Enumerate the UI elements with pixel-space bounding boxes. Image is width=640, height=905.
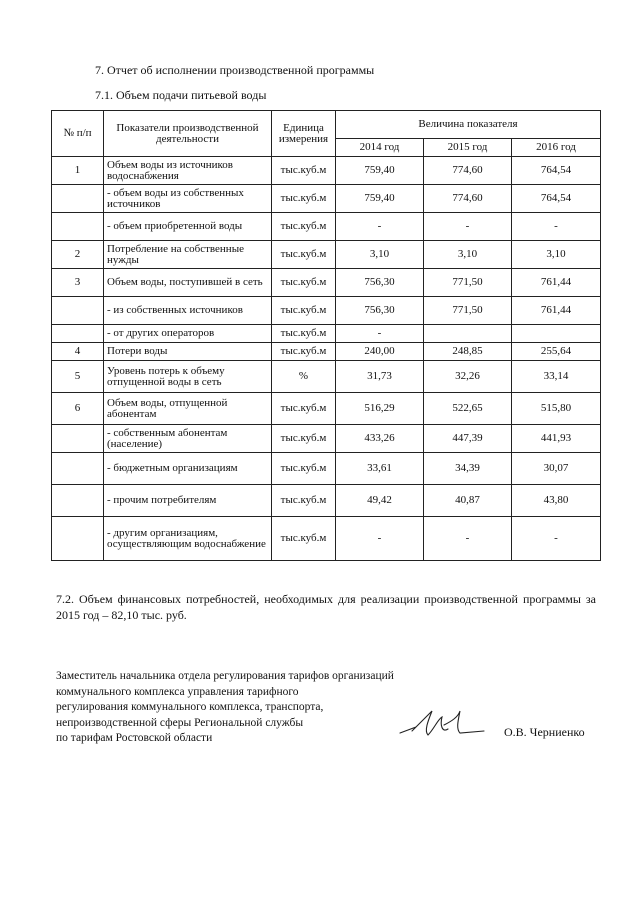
row-value-2016: 764,54 <box>512 157 601 185</box>
table-row <box>52 185 601 213</box>
subsection-heading: 7.1. Объем подачи питьевой воды <box>95 88 267 102</box>
row-unit: тыс.куб.м <box>272 393 336 425</box>
signatory-name: О.В. Черниенко <box>504 725 585 739</box>
row-value-2014: 3,10 <box>336 241 424 269</box>
row-value-2015: 522,65 <box>424 393 512 425</box>
water-supply-table <box>51 110 601 561</box>
row-value-2014: 516,29 <box>336 393 424 425</box>
row-value-2016: - <box>512 213 601 241</box>
position-line: непроизводственной сферы Региональной службы <box>56 716 304 729</box>
row-indicator: Потери воды <box>104 343 272 361</box>
row-value-2015: 3,10 <box>424 241 512 269</box>
row-value-2014: - <box>336 213 424 241</box>
row-unit: тыс.куб.м <box>272 269 336 297</box>
row-value-2016: 255,64 <box>512 343 601 361</box>
row-value-2015: 447,39 <box>424 425 512 453</box>
row-unit: % <box>272 361 336 393</box>
row-indicator: - объем воды из собственных источников <box>104 185 272 213</box>
row-indicator: Объем воды, поступившей в сеть <box>104 269 272 297</box>
signatory-position <box>56 669 456 747</box>
row-value-2014: 49,42 <box>336 485 424 517</box>
row-unit: тыс.куб.м <box>272 453 336 485</box>
header-year-2016: 2016 год <box>512 139 601 157</box>
row-value-2016: 515,80 <box>512 393 601 425</box>
row-value-2016 <box>512 325 601 343</box>
row-value-2015: 774,60 <box>424 185 512 213</box>
table-row <box>52 343 601 361</box>
table-row <box>52 393 601 425</box>
table-row <box>52 453 601 485</box>
row-unit: тыс.куб.м <box>272 343 336 361</box>
row-indicator: - собственным абонентам (население) <box>104 425 272 453</box>
row-num <box>52 325 104 343</box>
row-value-2014: - <box>336 325 424 343</box>
row-value-2014: 759,40 <box>336 185 424 213</box>
table-row <box>52 361 601 393</box>
row-num <box>52 517 104 561</box>
row-value-2015: - <box>424 213 512 241</box>
position-line: регулирования коммунального комплекса, транспорта, <box>56 701 324 713</box>
row-num: 6 <box>52 393 104 425</box>
row-unit: тыс.куб.м <box>272 485 336 517</box>
handwritten-signature <box>398 703 488 743</box>
header-year-2014: 2014 год <box>336 139 424 157</box>
table-row <box>52 269 601 297</box>
row-unit: тыс.куб.м <box>272 425 336 453</box>
row-indicator: Объем воды из источников водоснабжения <box>104 157 272 185</box>
row-indicator: - объем приобретенной воды <box>104 213 272 241</box>
row-value-2016: 441,93 <box>512 425 601 453</box>
row-num: 4 <box>52 343 104 361</box>
table-row <box>52 157 601 185</box>
header-year-2015: 2015 год <box>424 139 512 157</box>
row-value-2016: 3,10 <box>512 241 601 269</box>
row-value-2014: 240,00 <box>336 343 424 361</box>
row-indicator: - другим организациям, осуществляющим водоснабжение <box>104 517 272 561</box>
table-row <box>52 517 601 561</box>
row-value-2014: 33,61 <box>336 453 424 485</box>
header-unit: Единица измерения <box>272 111 336 157</box>
row-value-2014: 756,30 <box>336 297 424 325</box>
row-indicator: Объем воды, отпущенной абонентам <box>104 393 272 425</box>
position-line: Заместитель начальника отдела регулирования тарифов организаций <box>56 670 394 682</box>
row-value-2016: - <box>512 517 601 561</box>
row-num <box>52 425 104 453</box>
table-row <box>52 241 601 269</box>
row-value-2014: - <box>336 517 424 561</box>
row-num <box>52 485 104 517</box>
header-value: Величина показателя <box>336 111 601 139</box>
row-num <box>52 453 104 485</box>
row-num: 1 <box>52 157 104 185</box>
row-value-2014: 31,73 <box>336 361 424 393</box>
table-row <box>52 425 601 453</box>
position-line: по тарифам Ростовской области <box>56 732 213 744</box>
row-num: 2 <box>52 241 104 269</box>
header-indicators: Показатели производственной деятельности <box>104 111 272 157</box>
row-indicator: - от других операторов <box>104 325 272 343</box>
row-indicator: Потребление на собственные нужды <box>104 241 272 269</box>
row-indicator: - прочим потребителям <box>104 485 272 517</box>
row-value-2015 <box>424 325 512 343</box>
row-unit: тыс.куб.м <box>272 241 336 269</box>
row-value-2015: 248,85 <box>424 343 512 361</box>
row-value-2015: 32,26 <box>424 361 512 393</box>
position-line: коммунального комплекса управления тарифного <box>56 685 299 698</box>
row-indicator: - бюджетным организациям <box>104 453 272 485</box>
header-num: № п/п <box>52 111 104 157</box>
table-row <box>52 297 601 325</box>
row-value-2014: 759,40 <box>336 157 424 185</box>
row-unit: тыс.куб.м <box>272 517 336 561</box>
row-value-2016: 33,14 <box>512 361 601 393</box>
row-indicator: Уровень потерь к объему отпущенной воды в сеть <box>104 361 272 393</box>
row-value-2016: 761,44 <box>512 269 601 297</box>
row-value-2014: 756,30 <box>336 269 424 297</box>
row-num: 3 <box>52 269 104 297</box>
row-num: 5 <box>52 361 104 393</box>
row-value-2016: 30,07 <box>512 453 601 485</box>
row-value-2015: 771,50 <box>424 297 512 325</box>
row-num <box>52 297 104 325</box>
table-row <box>52 213 601 241</box>
row-num <box>52 185 104 213</box>
finance-note: 7.2. Объем финансовых потребностей, необходимых для реализации производственной программы за 2015 год – 82,10 тыс. руб. <box>56 592 596 622</box>
table-row <box>52 485 601 517</box>
row-num <box>52 213 104 241</box>
row-unit: тыс.куб.м <box>272 185 336 213</box>
row-indicator: - из собственных источников <box>104 297 272 325</box>
row-value-2016: 43,80 <box>512 485 601 517</box>
row-value-2015: 774,60 <box>424 157 512 185</box>
row-unit: тыс.куб.м <box>272 213 336 241</box>
section-heading: 7. Отчет об исполнении производственной программы <box>95 63 375 77</box>
row-unit: тыс.куб.м <box>272 297 336 325</box>
row-value-2015: 34,39 <box>424 453 512 485</box>
table-row <box>52 325 601 343</box>
row-unit: тыс.куб.м <box>272 325 336 343</box>
row-value-2015: 40,87 <box>424 485 512 517</box>
row-value-2015: 771,50 <box>424 269 512 297</box>
row-value-2014: 433,26 <box>336 425 424 453</box>
row-value-2015: - <box>424 517 512 561</box>
row-unit: тыс.куб.м <box>272 157 336 185</box>
row-value-2016: 761,44 <box>512 297 601 325</box>
row-value-2016: 764,54 <box>512 185 601 213</box>
